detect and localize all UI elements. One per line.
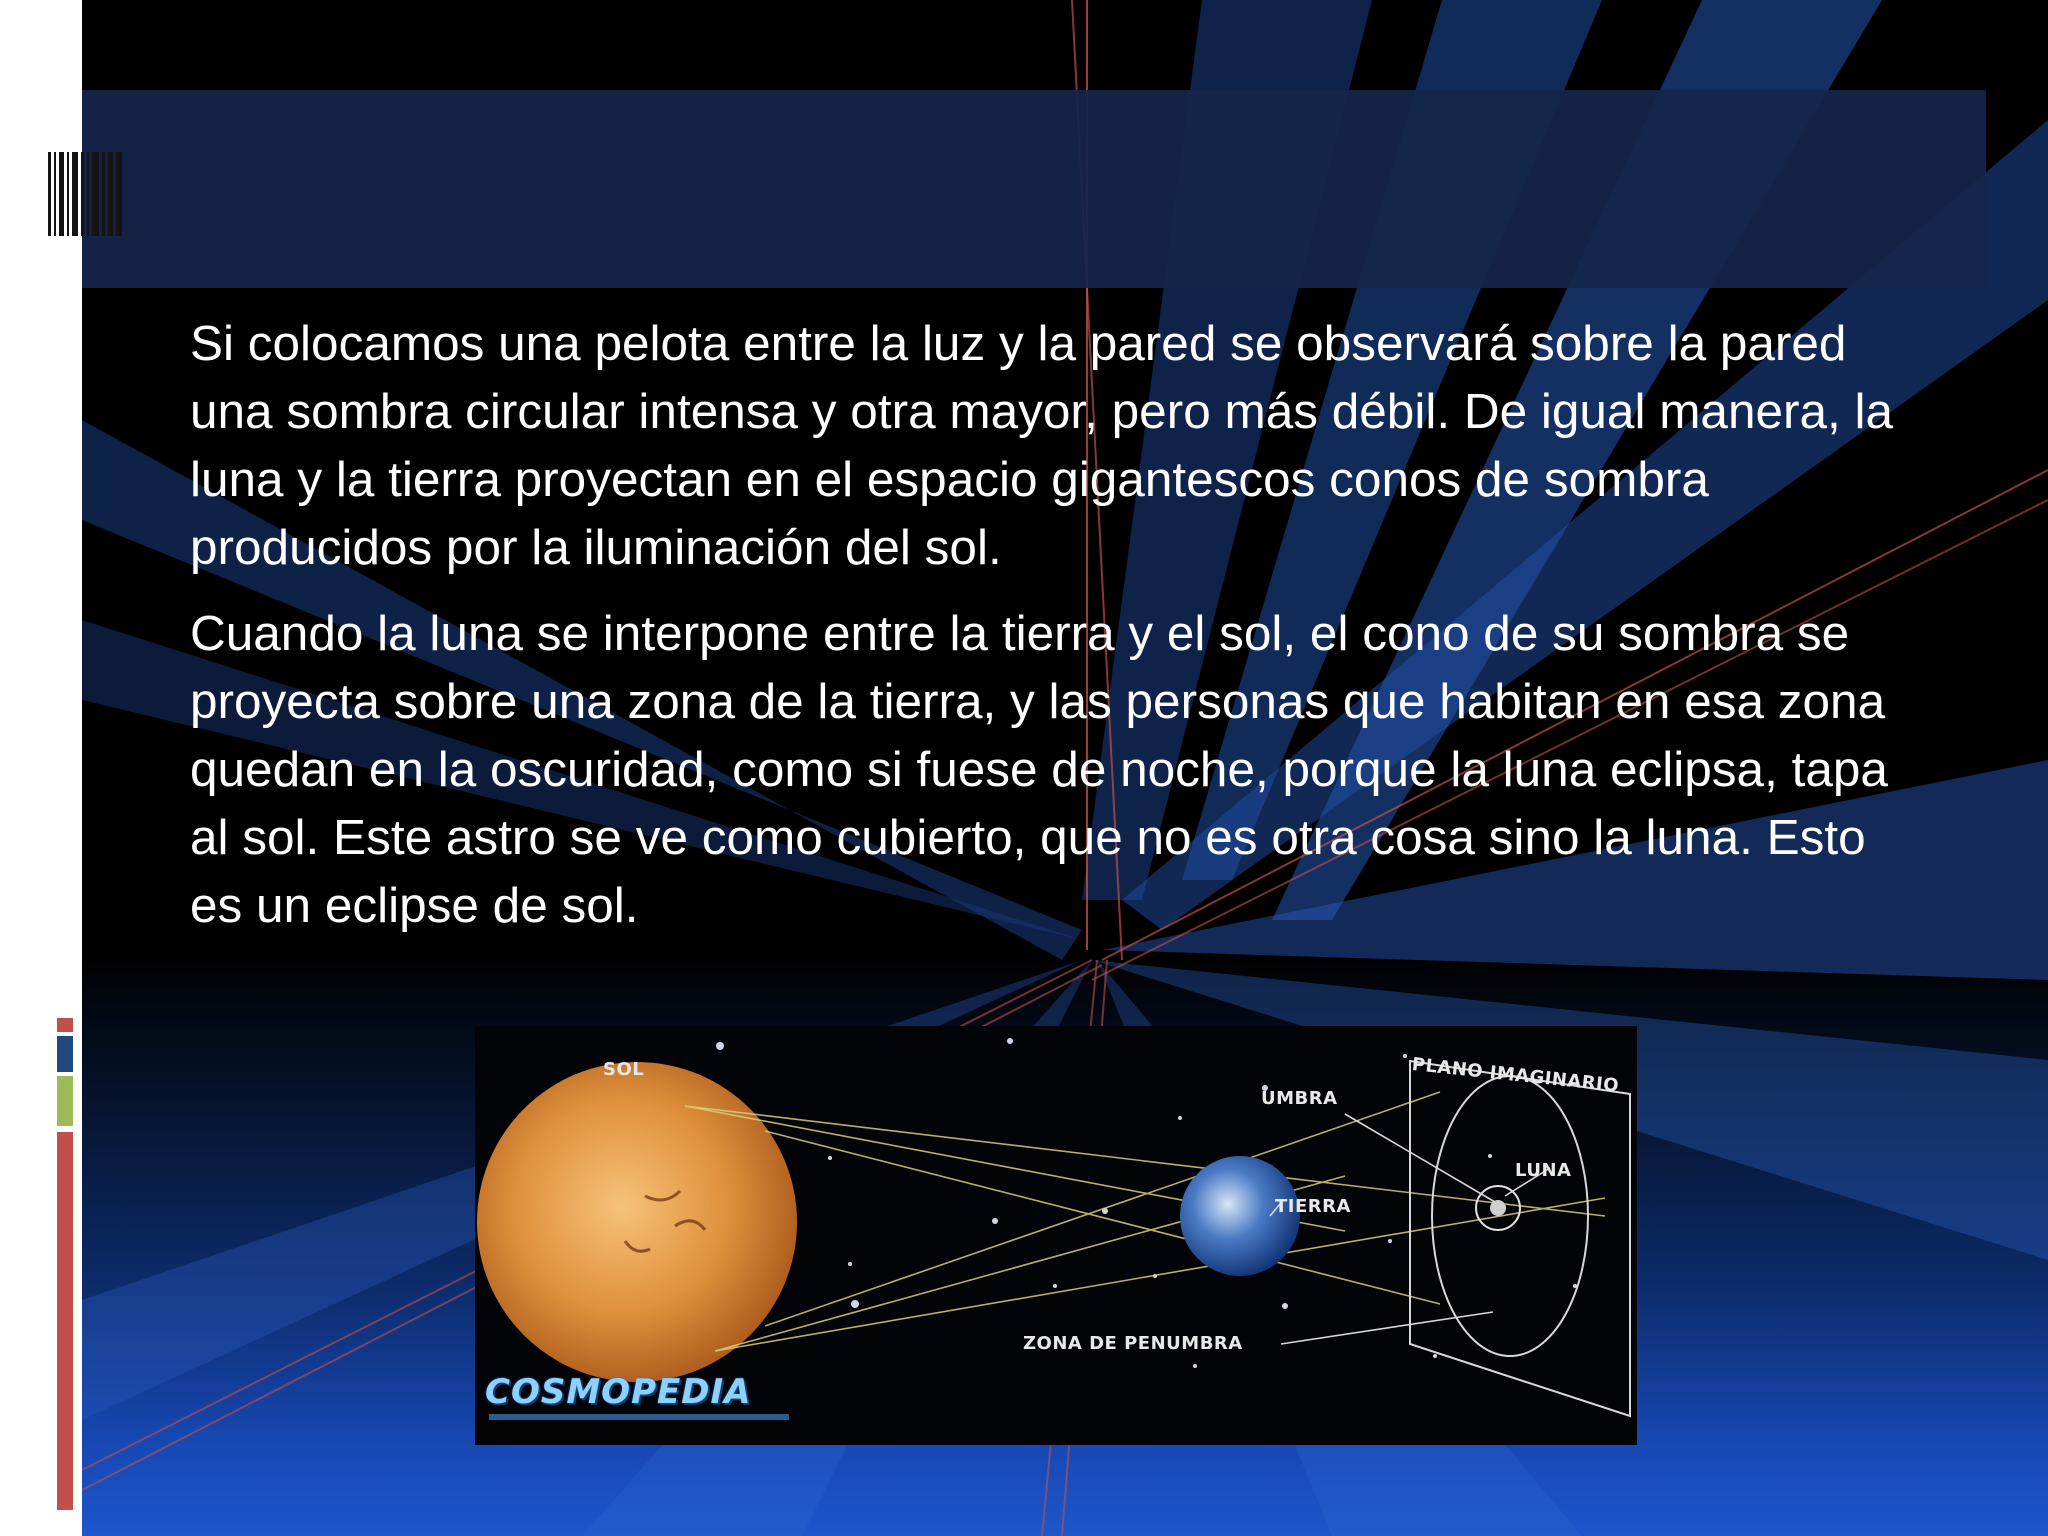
body-text — [190, 310, 1910, 958]
accent-bar-red-small — [57, 1018, 73, 1032]
barcode-decoration — [48, 152, 122, 236]
accent-bar-blue — [57, 1036, 73, 1072]
watermark-logo: COSMOPEDIA — [485, 1372, 752, 1412]
sun-icon — [477, 1062, 797, 1382]
accent-bar-green — [57, 1076, 73, 1126]
watermark-underline — [489, 1414, 789, 1420]
label-luna: LUNA — [1515, 1160, 1572, 1181]
accent-bar-red — [57, 1132, 73, 1510]
eclipse-diagram — [475, 1026, 1637, 1445]
label-umbra: UMBRA — [1261, 1088, 1338, 1109]
label-sol: SOL — [603, 1059, 645, 1080]
moon-icon — [1490, 1200, 1506, 1216]
label-zona-penumbra: ZONA DE PENUMBRA — [1023, 1333, 1243, 1354]
label-tierra: TIERRA — [1275, 1196, 1351, 1217]
title-band — [82, 90, 1986, 288]
imaginary-plane — [1410, 1061, 1630, 1416]
label-plano-imaginario: PLANO IMAGINARIO — [1410, 1054, 1620, 1097]
paragraph-1: Si colocamos una pelota entre la luz y la pared se observará sobre la pared una sombra circular intensa y otra mayor, pero más débil. De igual manera, la luna y la tierra proyectan en el espacio gigantescos conos de sombra producidos por la iluminación del sol. — [190, 316, 1894, 575]
paragraph-2: Cuando la luna se interpone entre la tierra y el sol, el cono de su sombra se proyecta sobre una zona de la tierra, y las personas que habitan en esa zona quedan en la oscuridad, como si fuese de noche, porque la luna eclipsa, tapa al sol. Este astro se ve como cubierto, que no es otra cosa sino la luna. Esto es un eclipse de sol. — [190, 606, 1888, 933]
